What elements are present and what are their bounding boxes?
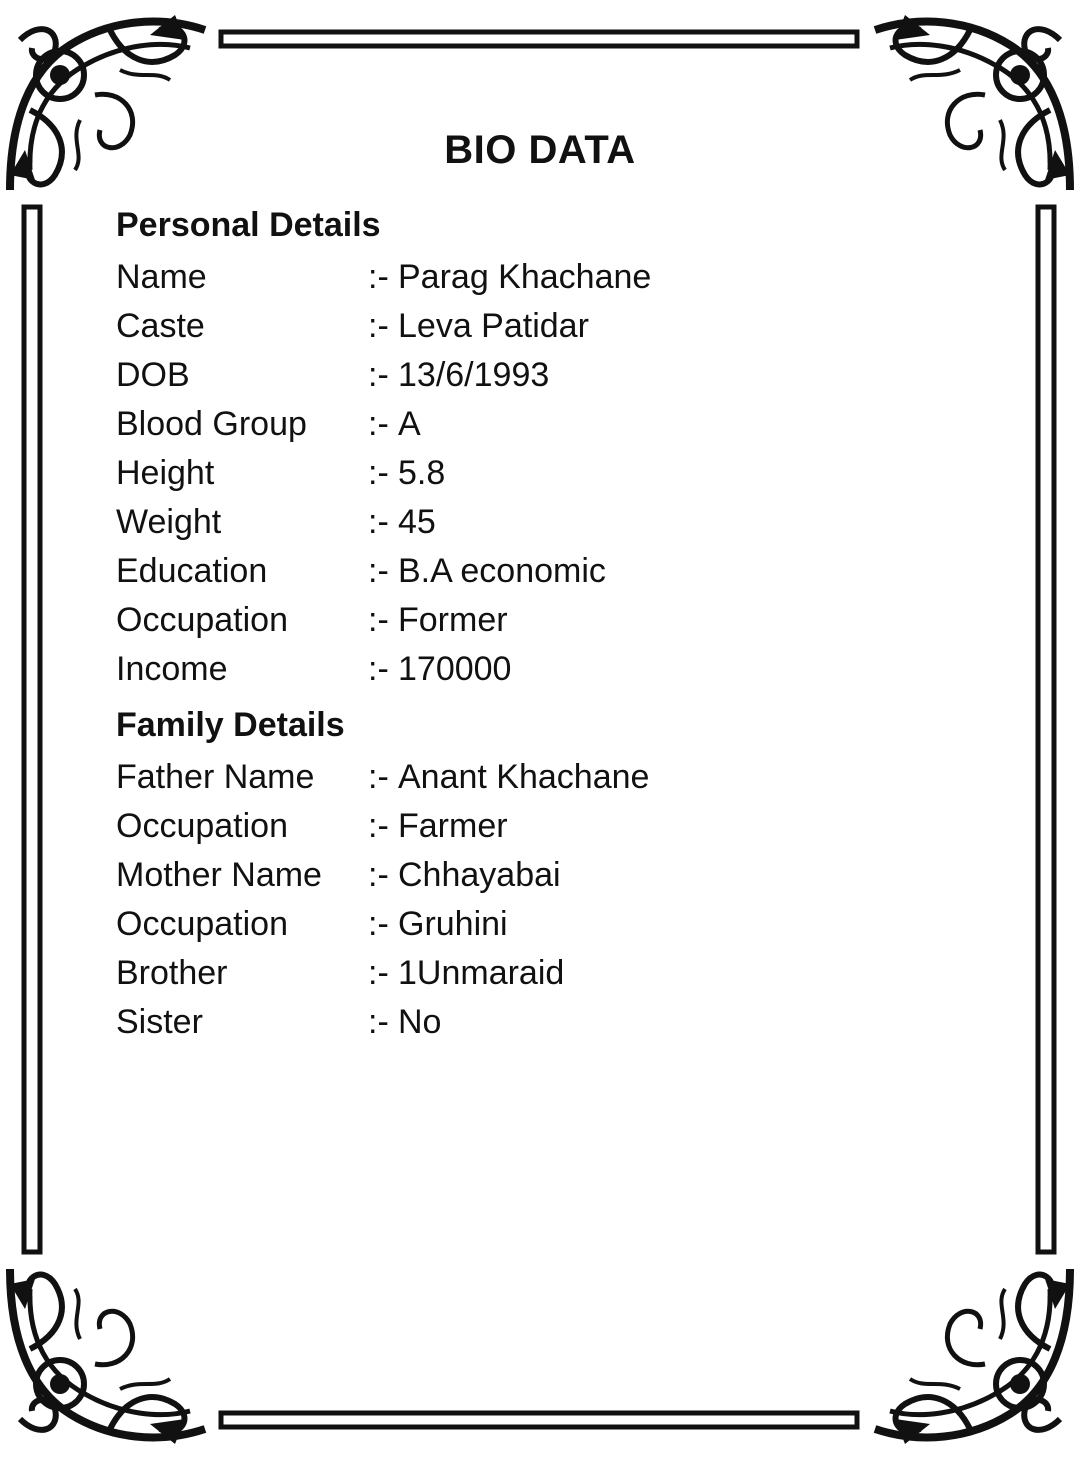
detail-sep: :-	[368, 307, 389, 345]
detail-label: Occupation	[116, 807, 288, 845]
detail-value: 170000	[398, 650, 512, 688]
detail-label: Income	[116, 650, 228, 688]
detail-label: Name	[116, 258, 207, 296]
detail-value: 13/6/1993	[398, 356, 550, 394]
detail-label: Blood Group	[116, 405, 307, 443]
detail-label: Height	[116, 454, 215, 492]
detail-sep: :-	[368, 454, 389, 492]
detail-value: Farmer	[398, 807, 508, 845]
detail-sep: :-	[368, 1003, 389, 1041]
document-title: BIO DATA	[444, 128, 636, 172]
detail-value: Chhayabai	[398, 856, 561, 894]
detail-value: No	[398, 1003, 442, 1041]
detail-label: Caste	[116, 307, 205, 345]
detail-sep: :-	[368, 601, 389, 639]
detail-value: 5.8	[398, 454, 446, 492]
detail-label: Father Name	[116, 758, 315, 796]
detail-value: Former	[398, 601, 508, 639]
detail-value: A	[398, 405, 421, 443]
detail-value: Leva Patidar	[398, 307, 589, 345]
detail-sep: :-	[368, 758, 389, 796]
detail-value: 1Unmaraid	[398, 954, 565, 992]
detail-sep: :-	[368, 905, 389, 943]
detail-label: Occupation	[116, 601, 288, 639]
detail-sep: :-	[368, 258, 389, 296]
detail-value: B.A economic	[398, 552, 606, 590]
detail-sep: :-	[368, 650, 389, 688]
detail-sep: :-	[368, 856, 389, 894]
family-details-heading: Family Details	[116, 706, 345, 744]
detail-sep: :-	[368, 405, 389, 443]
detail-value: 45	[398, 503, 436, 541]
detail-label: Occupation	[116, 905, 288, 943]
detail-label: Sister	[116, 1003, 203, 1041]
detail-sep: :-	[368, 356, 389, 394]
detail-sep: :-	[368, 552, 389, 590]
detail-sep: :-	[368, 954, 389, 992]
detail-label: DOB	[116, 356, 190, 394]
detail-value: Gruhini	[398, 905, 508, 943]
personal-details-heading: Personal Details	[116, 206, 381, 244]
detail-sep: :-	[368, 503, 389, 541]
detail-value: Parag Khachane	[398, 258, 652, 296]
detail-label: Brother	[116, 954, 228, 992]
detail-label: Weight	[116, 503, 222, 541]
detail-value: Anant Khachane	[398, 758, 650, 796]
detail-sep: :-	[368, 807, 389, 845]
detail-label: Education	[116, 552, 268, 590]
detail-label: Mother Name	[116, 856, 322, 894]
